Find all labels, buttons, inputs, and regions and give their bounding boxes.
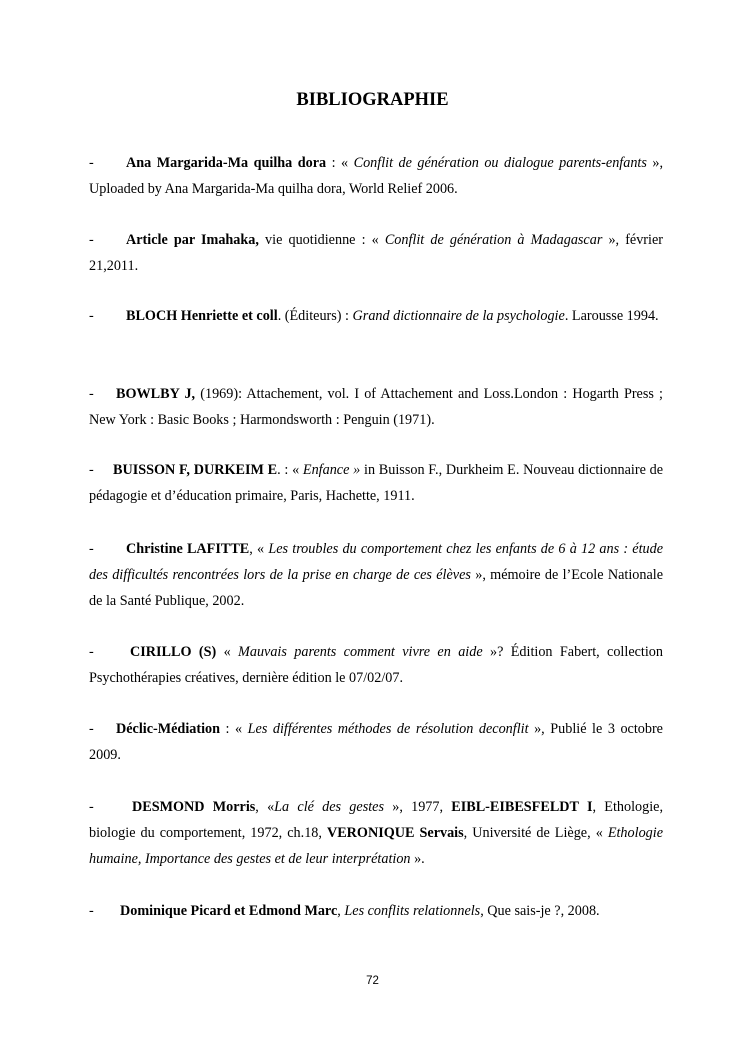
entry-details: in Buisson F., Durkheim E. Nouveau dictionnaire de pédagogie et d’éducation primaire, Paris, Hachette, 1911. (89, 462, 664, 504)
entry-author: Article par Imahaka, (126, 232, 259, 248)
entry-author: EIBL-EIBESFELDT I (451, 799, 593, 815)
entry-author: BOWLBY J, (116, 386, 196, 402)
bibliography-entry (89, 381, 663, 433)
entry-separator: : « (220, 721, 248, 737)
list-dash: - (89, 644, 94, 660)
list-dash: - (89, 308, 94, 324)
list-dash: - (89, 232, 94, 248)
entry-author: Christine LAFITTE (126, 541, 250, 557)
bibliography-entry (89, 898, 663, 924)
entry-author: DESMOND Morris (132, 799, 256, 815)
entry-separator: , (337, 903, 345, 919)
entry-work-title: La clé des gestes (274, 799, 384, 815)
entry-work-title: Mauvais parents comment vivre en aide (238, 644, 483, 660)
bibliography-entry (89, 150, 663, 202)
page-title: BIBLIOGRAPHIE (296, 90, 449, 110)
entry-details: . Larousse 1994. (564, 308, 659, 324)
list-dash: - (89, 721, 94, 737)
list-dash: - (89, 386, 94, 402)
entry-separator: , « (249, 541, 269, 557)
entry-details: , Que sais-je ?, 2008. (480, 903, 600, 919)
entry-work-title: Les conflits relationnels (344, 903, 481, 919)
entry-author: Dominique Picard et Edmond Marc (120, 903, 338, 919)
entry-work-title: Les troubles du comportement chez les enfants de 6 à 12 ans : étude des difficultés rencontrées lors de la prise en charge de ces élèves (89, 541, 663, 583)
entry-separator: , Ethologie, biologie du comportement, 1972, ch.18, (89, 799, 663, 841)
page-number: 72 (366, 975, 379, 987)
entry-details: ». (410, 851, 425, 867)
entry-separator: . : « (277, 462, 303, 478)
entry-separator: : « (326, 155, 354, 171)
list-dash: - (89, 541, 94, 557)
bibliography-entry (89, 457, 663, 509)
entry-separator: , « (255, 799, 275, 815)
list-dash: - (89, 799, 94, 815)
entry-details: », Uploaded by Ana Margarida-Ma quilha dora, World Relief 2006. (89, 155, 664, 197)
list-dash: - (89, 155, 94, 171)
bibliography-entry (89, 227, 663, 279)
entry-work-title: Conflit de génération ou dialogue parents-enfants (353, 155, 647, 171)
entry-author: BUISSON F, DURKEIM E (113, 462, 278, 478)
entry-separator: , Université de Liège, « (463, 825, 608, 841)
bibliography-entry (89, 303, 663, 329)
entry-work-title: Conflit de génération à Madagascar (384, 232, 603, 248)
entry-separator: « (216, 644, 239, 660)
bibliography-entry (89, 794, 663, 872)
entry-details: »? Édition Fabert, collection Psychothérapies créatives, dernière édition le 07/02/07. (89, 644, 663, 686)
entry-work-title: Les différentes méthodes de résolution deconflit (247, 721, 529, 737)
bibliography-entry (89, 716, 663, 768)
entry-author: Ana Margarida-Ma quilha dora (126, 155, 327, 171)
entry-details: », mémoire de l’Ecole Nationale de la Santé Publique, 2002. (89, 567, 663, 609)
entry-details: », Publié le 3 octobre 2009. (89, 721, 663, 763)
entry-separator: vie quotidienne : « (258, 232, 385, 248)
entry-separator: . (Éditeurs) : (277, 308, 353, 324)
list-dash: - (89, 462, 94, 478)
entry-work-title: Ethologie humaine, Importance des gestes et de leur interprétation (89, 825, 663, 867)
entry-author: VERONIQUE Servais (326, 825, 464, 841)
entry-work-title: Enfance » (302, 462, 361, 478)
entry-author: CIRILLO (S) (130, 644, 217, 660)
list-dash: - (89, 903, 94, 919)
bibliography-entry (89, 639, 663, 691)
entry-author: BLOCH Henriette et coll (126, 308, 278, 324)
entry-details: », février 21,2011. (89, 232, 663, 274)
bibliography-entry (89, 536, 663, 614)
entry-work-title: Grand dictionnaire de la psychologie (352, 308, 565, 324)
entry-details: (1969): Attachement, vol. I of Attachement and Loss.London : Hogarth Press ; New York : Basic Books ; Harmondsworth : Penguin (1971). (89, 386, 663, 428)
entry-separator: », 1977, (383, 799, 452, 815)
entry-author: Déclic-Médiation (116, 721, 221, 737)
